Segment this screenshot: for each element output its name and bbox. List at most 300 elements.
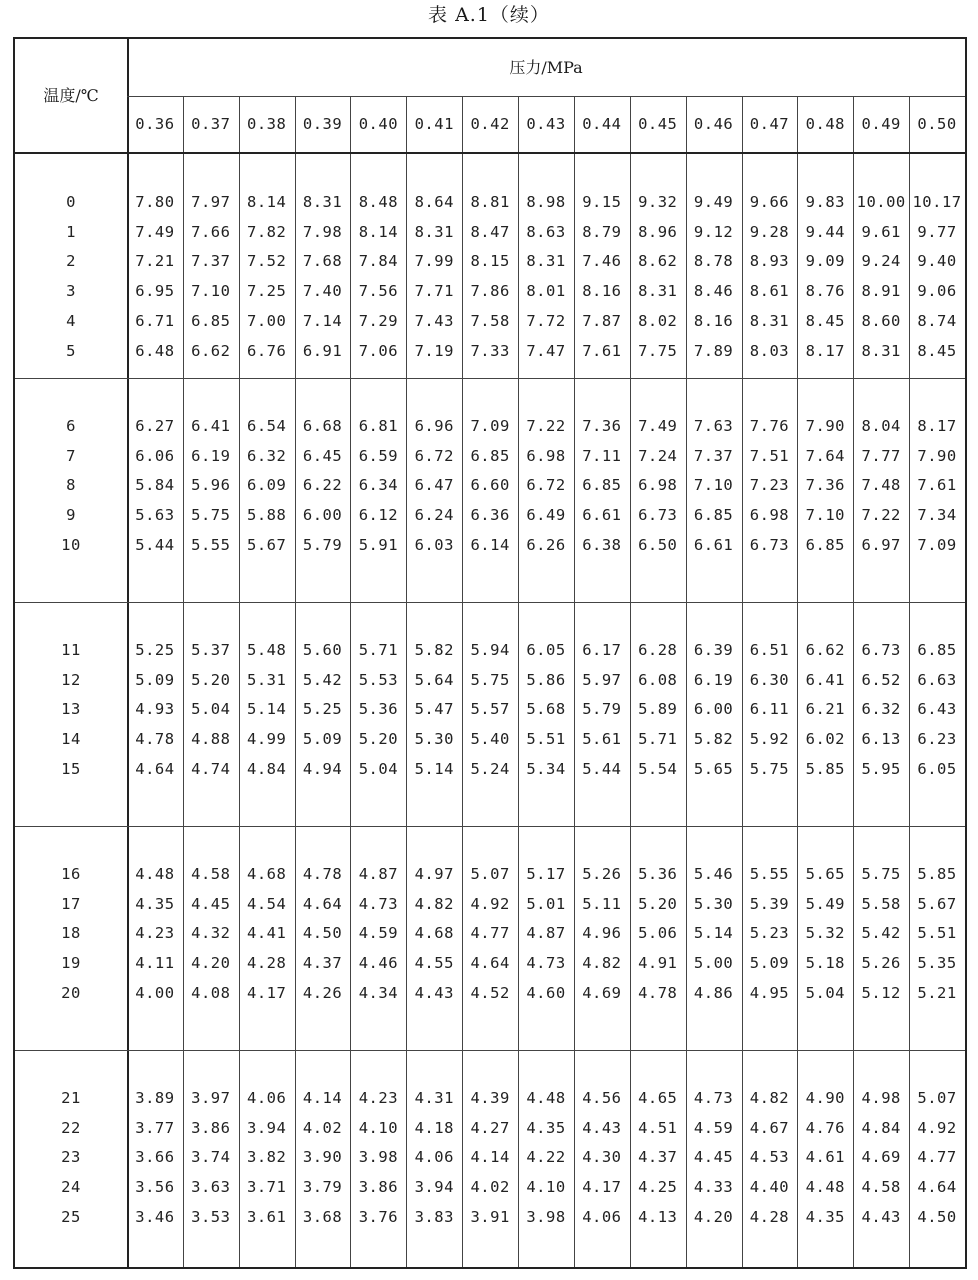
table-cell: 7.36	[582, 417, 622, 435]
table-cell: 4.53	[749, 1148, 790, 1167]
table-cell: 6.76	[246, 341, 287, 360]
table-cell: 5.57	[470, 700, 510, 719]
table-cell: 5.14	[414, 759, 454, 778]
group-divider	[15, 1050, 965, 1051]
table-cell: 4.77	[470, 924, 510, 943]
table-cell: 3.97	[191, 1089, 231, 1107]
table-cell: 3.74	[191, 1148, 231, 1167]
table-cell: 4.82	[582, 954, 622, 973]
table-cell: 4.69	[861, 1148, 901, 1167]
table-cell: 6.97	[861, 535, 901, 554]
table-cell: 4.27	[470, 1118, 510, 1137]
table-cell: 7.10	[805, 506, 845, 525]
table-cell: 5.91	[358, 535, 399, 554]
table-cell: 3.86	[191, 1118, 231, 1137]
table-cell: 5.17	[526, 865, 566, 883]
temperature-value: 14	[61, 730, 81, 749]
table-cell: 5.44	[135, 535, 175, 554]
table-cell: 5.68	[526, 700, 566, 719]
table-cell: 4.86	[693, 983, 734, 1002]
table-cell: 5.30	[414, 730, 454, 749]
temperature-value: 17	[61, 894, 81, 913]
table-cell: 7.61	[917, 476, 957, 495]
table-cell: 8.62	[638, 252, 678, 271]
table-cell: 4.91	[638, 954, 678, 973]
table-cell: 6.30	[749, 670, 790, 689]
table-cell: 6.59	[358, 446, 399, 465]
table-cell: 4.60	[526, 983, 566, 1002]
table-cell: 5.61	[582, 730, 622, 749]
table-cell: 7.84	[358, 252, 399, 271]
table-cell: 7.10	[693, 476, 734, 495]
pressure-column-header: 0.50	[917, 115, 957, 133]
table-cell: 5.67	[246, 535, 287, 554]
pressure-column-header: 0.41	[414, 115, 454, 133]
table-cell: 6.21	[805, 700, 845, 719]
table-cell: 3.77	[135, 1118, 175, 1137]
table-cell: 4.78	[302, 865, 343, 883]
table-cell: 6.41	[805, 670, 845, 689]
table-cell: 4.43	[414, 983, 454, 1002]
table-cell: 5.65	[805, 865, 845, 883]
table-cell: 9.15	[582, 193, 622, 211]
table-cell: 8.02	[638, 311, 678, 330]
table-cell: 5.65	[693, 759, 734, 778]
table-cell: 4.84	[246, 759, 287, 778]
table-cell: 4.17	[246, 983, 287, 1002]
table-cell: 7.90	[917, 446, 957, 465]
temperature-value: 19	[61, 954, 81, 973]
table-cell: 7.56	[358, 282, 399, 301]
table-cell: 6.85	[470, 446, 510, 465]
table-cell: 3.53	[191, 1207, 231, 1226]
table-cell: 3.61	[246, 1207, 287, 1226]
table-cell: 5.84	[135, 476, 175, 495]
table-cell: 3.94	[414, 1178, 454, 1197]
table-cell: 4.10	[526, 1178, 566, 1197]
table-cell: 5.25	[302, 700, 343, 719]
table-cell: 6.09	[246, 476, 287, 495]
table-cell: 4.37	[638, 1148, 678, 1167]
temperature-header: 温度/℃	[43, 86, 99, 105]
temperature-value: 0	[66, 193, 76, 211]
table-cell: 4.35	[135, 894, 175, 913]
table-cell: 6.43	[917, 700, 957, 719]
table-cell: 4.87	[526, 924, 566, 943]
table-cell: 5.85	[805, 759, 845, 778]
table-cell: 4.18	[414, 1118, 454, 1137]
table-cell: 8.46	[693, 282, 734, 301]
pressure-column-header: 0.45	[638, 115, 678, 133]
table-cell: 7.77	[861, 446, 901, 465]
table-cell: 5.54	[638, 759, 678, 778]
table-cell: 5.39	[749, 894, 790, 913]
temperature-value: 2	[66, 252, 76, 271]
group-divider	[15, 602, 965, 603]
table-cell: 3.63	[191, 1178, 231, 1197]
table-cell: 6.98	[749, 506, 790, 525]
temperature-value: 16	[61, 865, 81, 883]
table-cell: 5.64	[414, 670, 454, 689]
table-cell: 4.39	[470, 1089, 510, 1107]
table-cell: 5.40	[470, 730, 510, 749]
pressure-column-header: 0.40	[358, 115, 399, 133]
table-cell: 6.51	[749, 641, 790, 659]
table-cell: 6.85	[805, 535, 845, 554]
table-cell: 8.78	[693, 252, 734, 271]
table-cell: 6.05	[917, 759, 957, 778]
header-bottom-border	[15, 152, 965, 154]
table-cell: 4.17	[582, 1178, 622, 1197]
table-cell: 6.32	[861, 700, 901, 719]
table-cell: 5.71	[638, 730, 678, 749]
table-cell: 7.51	[749, 446, 790, 465]
table-cell: 5.79	[582, 700, 622, 719]
table-cell: 4.25	[638, 1178, 678, 1197]
table-cell: 4.35	[526, 1118, 566, 1137]
table-cell: 5.46	[693, 865, 734, 883]
pressure-column-header: 0.47	[749, 115, 790, 133]
table-cell: 5.09	[135, 670, 175, 689]
table-cell: 4.40	[749, 1178, 790, 1197]
table-cell: 6.85	[917, 641, 957, 659]
table-cell: 7.21	[135, 252, 175, 271]
table-cell: 7.46	[582, 252, 622, 271]
table-cell: 5.07	[917, 1089, 957, 1107]
table-cell: 7.99	[414, 252, 454, 271]
table-cell: 7.09	[470, 417, 510, 435]
table-cell: 4.76	[805, 1118, 845, 1137]
table-cell: 4.48	[805, 1178, 845, 1197]
table-cell: 5.55	[749, 865, 790, 883]
table-cell: 6.85	[582, 476, 622, 495]
table-cell: 4.92	[917, 1118, 957, 1137]
table-cell: 6.39	[693, 641, 734, 659]
table-cell: 5.12	[861, 983, 901, 1002]
table-cell: 5.75	[191, 506, 231, 525]
table-cell: 7.52	[246, 252, 287, 271]
table-cell: 5.35	[917, 954, 957, 973]
table-cell: 7.98	[302, 222, 343, 241]
table-cell: 4.82	[749, 1089, 790, 1107]
table-cell: 7.89	[693, 341, 734, 360]
table-cell: 4.02	[470, 1178, 510, 1197]
table-cell: 5.85	[917, 865, 957, 883]
table-cell: 4.61	[805, 1148, 845, 1167]
table-cell: 6.26	[526, 535, 566, 554]
table-cell: 4.64	[917, 1178, 957, 1197]
table-cell: 9.83	[805, 193, 845, 211]
table-cell: 7.63	[693, 417, 734, 435]
table-cell: 7.48	[861, 476, 901, 495]
temperature-value: 3	[66, 282, 76, 301]
table-cell: 7.43	[414, 311, 454, 330]
table-cell: 5.30	[693, 894, 734, 913]
temperature-value: 11	[61, 641, 81, 659]
table-cell: 5.04	[191, 700, 231, 719]
table-cell: 4.73	[526, 954, 566, 973]
table-cell: 6.61	[693, 535, 734, 554]
table-cell: 4.37	[302, 954, 343, 973]
table-cell: 4.77	[917, 1148, 957, 1167]
table-cell: 7.25	[246, 282, 287, 301]
table-cell: 7.14	[302, 311, 343, 330]
table-title: 表 A.1（续）	[428, 4, 550, 26]
table-cell: 4.28	[246, 954, 287, 973]
table-cell: 4.33	[693, 1178, 734, 1197]
table-cell: 4.14	[470, 1148, 510, 1167]
table-cell: 3.66	[135, 1148, 175, 1167]
pressure-column-header: 0.38	[246, 115, 287, 133]
table-cell: 4.97	[414, 865, 454, 883]
table-cell: 7.06	[358, 341, 399, 360]
table-cell: 9.06	[917, 282, 957, 301]
table-cell: 6.98	[526, 446, 566, 465]
table-cell: 9.12	[693, 222, 734, 241]
table-cell: 8.81	[470, 193, 510, 211]
table-cell: 5.53	[358, 670, 399, 689]
table-cell: 7.86	[470, 282, 510, 301]
pressure-column-header: 0.37	[191, 115, 231, 133]
table-cell: 8.03	[749, 341, 790, 360]
table-cell: 4.48	[526, 1089, 566, 1107]
table-cell: 4.46	[358, 954, 399, 973]
table-cell: 7.37	[693, 446, 734, 465]
table-cell: 7.82	[246, 222, 287, 241]
table-cell: 8.96	[638, 222, 678, 241]
table-cell: 4.67	[749, 1118, 790, 1137]
table-cell: 6.62	[805, 641, 845, 659]
table-cell: 3.56	[135, 1178, 175, 1197]
temperature-value: 20	[61, 983, 81, 1002]
table-cell: 5.71	[358, 641, 399, 659]
table-cell: 6.13	[861, 730, 901, 749]
table-cell: 5.96	[191, 476, 231, 495]
table-cell: 6.96	[414, 417, 454, 435]
table-cell: 4.88	[191, 730, 231, 749]
table-cell: 5.00	[693, 954, 734, 973]
table-cell: 7.23	[749, 476, 790, 495]
table-cell: 6.73	[749, 535, 790, 554]
table-cell: 4.51	[638, 1118, 678, 1137]
table-cell: 4.20	[693, 1207, 734, 1226]
table-cell: 8.48	[358, 193, 399, 211]
group-divider	[15, 826, 965, 827]
table-cell: 6.05	[526, 641, 566, 659]
table-cell: 7.40	[302, 282, 343, 301]
table-cell: 8.31	[861, 341, 901, 360]
table-cell: 5.14	[693, 924, 734, 943]
table-cell: 6.81	[358, 417, 399, 435]
table-cell: 8.31	[749, 311, 790, 330]
table-cell: 4.54	[246, 894, 287, 913]
table-cell: 3.98	[358, 1148, 399, 1167]
table-cell: 7.36	[805, 476, 845, 495]
table-cell: 4.06	[414, 1148, 454, 1167]
table-cell: 7.09	[917, 535, 957, 554]
group-divider	[15, 378, 965, 379]
table-cell: 5.95	[861, 759, 901, 778]
table-cell: 4.96	[582, 924, 622, 943]
table-cell: 5.48	[246, 641, 287, 659]
table-cell: 7.37	[191, 252, 231, 271]
table-cell: 7.97	[191, 193, 231, 211]
table-cell: 7.75	[638, 341, 678, 360]
table-cell: 3.71	[246, 1178, 287, 1197]
table-cell: 4.45	[191, 894, 231, 913]
temperature-value: 1	[66, 222, 76, 241]
table-cell: 5.55	[191, 535, 231, 554]
table-cell: 6.00	[693, 700, 734, 719]
table-cell: 9.77	[917, 222, 957, 241]
table-cell: 8.31	[638, 282, 678, 301]
table-cell: 8.01	[526, 282, 566, 301]
table-cell: 5.09	[749, 954, 790, 973]
table-cell: 3.83	[414, 1207, 454, 1226]
table-cell: 4.73	[358, 894, 399, 913]
table-cell: 5.20	[191, 670, 231, 689]
table-cell: 3.68	[302, 1207, 343, 1226]
table-cell: 4.06	[246, 1089, 287, 1107]
table-cell: 5.49	[805, 894, 845, 913]
table-cell: 9.28	[749, 222, 790, 241]
table-cell: 5.89	[638, 700, 678, 719]
table-cell: 6.17	[582, 641, 622, 659]
temperature-value: 22	[61, 1118, 81, 1137]
table-cell: 6.22	[302, 476, 343, 495]
table-cell: 5.11	[582, 894, 622, 913]
table-cell: 8.45	[805, 311, 845, 330]
table-cell: 4.64	[470, 954, 510, 973]
table-cell: 8.14	[246, 193, 287, 211]
table-cell: 6.45	[302, 446, 343, 465]
table-cell: 4.35	[805, 1207, 845, 1226]
table-cell: 4.41	[246, 924, 287, 943]
table-cell: 6.14	[470, 535, 510, 554]
table-cell: 8.47	[470, 222, 510, 241]
table-cell: 7.34	[917, 506, 957, 525]
table-cell: 4.95	[749, 983, 790, 1002]
table-cell: 10.00	[856, 193, 906, 211]
pressure-column-header: 0.48	[805, 115, 845, 133]
table-cell: 4.94	[302, 759, 343, 778]
table-cell: 5.01	[526, 894, 566, 913]
table-cell: 5.18	[805, 954, 845, 973]
table-cell: 4.02	[302, 1118, 343, 1137]
table-cell: 5.51	[526, 730, 566, 749]
table-cell: 9.09	[805, 252, 845, 271]
table-cell: 6.24	[414, 506, 454, 525]
table-cell: 7.19	[414, 341, 454, 360]
table-cell: 8.17	[805, 341, 845, 360]
table-cell: 5.82	[414, 641, 454, 659]
table-cell: 4.78	[135, 730, 175, 749]
table-cell: 5.24	[470, 759, 510, 778]
table-cell: 4.32	[191, 924, 231, 943]
table-cell: 5.88	[246, 506, 287, 525]
table-cell: 8.79	[582, 222, 622, 241]
table-cell: 4.78	[638, 983, 678, 1002]
table-cell: 7.10	[191, 282, 231, 301]
table-cell: 7.29	[358, 311, 399, 330]
table-cell: 7.22	[861, 506, 901, 525]
table-cell: 6.63	[917, 670, 957, 689]
table-cell: 6.02	[805, 730, 845, 749]
table-cell: 6.72	[414, 446, 454, 465]
table-cell: 5.60	[302, 641, 343, 659]
table-cell: 6.08	[638, 670, 678, 689]
table-cell: 6.71	[135, 311, 175, 330]
temperature-value: 23	[61, 1148, 81, 1167]
table-cell: 7.61	[582, 341, 622, 360]
table-cell: 5.26	[582, 865, 622, 883]
table-cell: 4.06	[582, 1207, 622, 1226]
table-cell: 4.93	[135, 700, 175, 719]
table-cell: 7.24	[638, 446, 678, 465]
table-cell: 5.75	[470, 670, 510, 689]
table-cell: 5.36	[638, 865, 678, 883]
table-cell: 4.84	[861, 1118, 901, 1137]
table-cell: 5.32	[805, 924, 845, 943]
table-cell: 9.61	[861, 222, 901, 241]
table-cell: 8.16	[693, 311, 734, 330]
table-cell: 5.37	[191, 641, 231, 659]
table-cell: 5.75	[861, 865, 901, 883]
table-cell: 4.87	[358, 865, 399, 883]
table-cell: 5.31	[246, 670, 287, 689]
table-cell: 6.19	[191, 446, 231, 465]
table-cell: 6.41	[191, 417, 231, 435]
table-cell: 9.40	[917, 252, 957, 271]
table-cell: 3.91	[470, 1207, 510, 1226]
pressure-column-header: 0.49	[861, 115, 901, 133]
table-cell: 4.48	[135, 865, 175, 883]
table-cell: 5.23	[749, 924, 790, 943]
table-cell: 8.45	[917, 341, 957, 360]
temperature-value: 8	[66, 476, 76, 495]
temperature-value: 4	[66, 311, 76, 330]
table-cell: 4.31	[414, 1089, 454, 1107]
temperature-value: 9	[66, 506, 76, 525]
pressure-header: 压力/MPa	[509, 58, 583, 77]
table-cell: 7.87	[582, 311, 622, 330]
table-cell: 6.38	[582, 535, 622, 554]
table-cell: 4.98	[861, 1089, 901, 1107]
table-cell: 4.65	[638, 1089, 678, 1107]
table-cell: 6.98	[638, 476, 678, 495]
table-cell: 7.66	[191, 222, 231, 241]
table-cell: 7.64	[805, 446, 845, 465]
table-cell: 8.16	[582, 282, 622, 301]
table-cell: 6.48	[135, 341, 175, 360]
table-cell: 4.56	[582, 1089, 622, 1107]
table-cell: 5.67	[917, 894, 957, 913]
table-cell: 5.26	[861, 954, 901, 973]
table-cell: 7.58	[470, 311, 510, 330]
table-cell: 8.31	[526, 252, 566, 271]
table-cell: 4.23	[358, 1089, 399, 1107]
table-cell: 6.91	[302, 341, 343, 360]
table-cell: 7.76	[749, 417, 790, 435]
table-cell: 7.68	[302, 252, 343, 271]
table-cell: 8.31	[414, 222, 454, 241]
temperature-value: 15	[61, 759, 81, 778]
table-cell: 6.60	[470, 476, 510, 495]
table-cell: 4.10	[358, 1118, 399, 1137]
table-cell: 8.91	[861, 282, 901, 301]
table-cell: 8.98	[526, 193, 566, 211]
table-cell: 7.71	[414, 282, 454, 301]
